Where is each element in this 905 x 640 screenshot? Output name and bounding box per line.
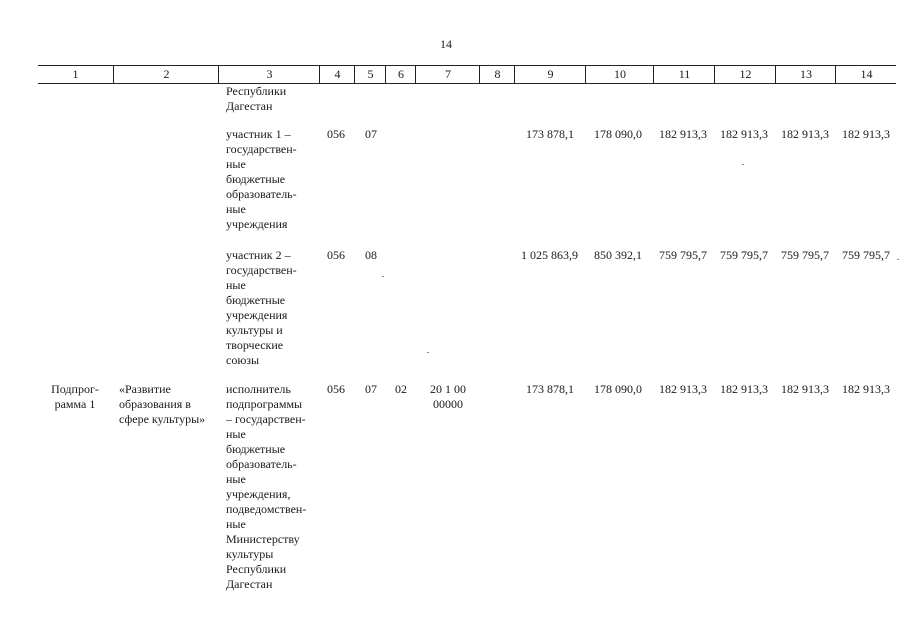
row-4-col4-code: 056 [327,382,345,396]
row-3-col14-value: 759 795,7 [842,248,890,262]
scan-speck [742,164,744,165]
row-3-col3-executor: участник 2 – государствен- ные бюджетные учреждения культуры и творческие союзы [226,248,297,367]
row-2-col5-code: 07 [365,127,377,141]
row-4-col5-code: 07 [365,382,377,396]
row-2-col13-value: 182 913,3 [781,127,829,141]
header-cell-8: 8 [479,66,515,83]
row-4-col7-code: 20 1 00 00000 [430,382,466,411]
scan-speck [427,352,429,353]
row-2-col9-value: 173 878,1 [526,127,574,141]
scan-speck [382,276,384,277]
row-4-col3-executor: исполнитель подпрограммы – государствен- ные бюджетные образователь- ные учреждения, подведомствен- ные Министерству культуры Республики Дагестан [226,382,307,591]
header-cell-6: 6 [385,66,416,83]
row-3-col13-value: 759 795,7 [781,248,829,262]
row-4-col12-value: 182 913,3 [720,382,768,396]
header-cell-14: 14 [835,66,897,83]
row-3-col11-value: 759 795,7 [659,248,707,262]
row-4-col14-value: 182 913,3 [842,382,890,396]
header-cell-13: 13 [775,66,836,83]
scan-speck [897,259,899,260]
row-4-col10-value: 178 090,0 [594,382,642,396]
row-3-col4-code: 056 [327,248,345,262]
row-4-col9-value: 173 878,1 [526,382,574,396]
row-2-col12-value: 182 913,3 [720,127,768,141]
header-cell-9: 9 [514,66,586,83]
row-1-col3-executor: Республики Дагестан [226,84,287,113]
row-2-col11-value: 182 913,3 [659,127,707,141]
header-cell-1: 1 [72,67,79,81]
row-2-col14-value: 182 913,3 [842,127,890,141]
row-4-col11-value: 182 913,3 [659,382,707,396]
row-3-col10-value: 850 392,1 [594,248,642,262]
row-2-col10-value: 178 090,0 [594,127,642,141]
row-3-col5-code: 08 [365,248,377,262]
row-3-col9-value: 1 025 863,9 [521,248,578,262]
header-cell-7: 7 [415,66,480,83]
row-4-col13-value: 182 913,3 [781,382,829,396]
row-2-col4-code: 056 [327,127,345,141]
header-cell-3: 3 [218,66,320,83]
header-cell-11: 11 [653,66,715,83]
header-cell-2: 2 [113,66,219,83]
row-4-col1-name: Подпрог- рамма 1 [51,382,99,411]
row-4-col2-title: «Развитие образования в сфере культуры» [119,382,206,426]
header-cell-10: 10 [585,66,654,83]
row-2-col3-executor: участник 1 – государствен- ные бюджетные образователь- ные учреждения [226,127,297,231]
row-4-col6-code: 02 [395,382,407,396]
header-cell-12: 12 [714,66,776,83]
page-number: 14 [440,37,452,51]
row-3-col12-value: 759 795,7 [720,248,768,262]
table-header-row [38,65,896,84]
header-cell-5: 5 [354,66,386,83]
header-cell-4: 4 [319,66,355,83]
